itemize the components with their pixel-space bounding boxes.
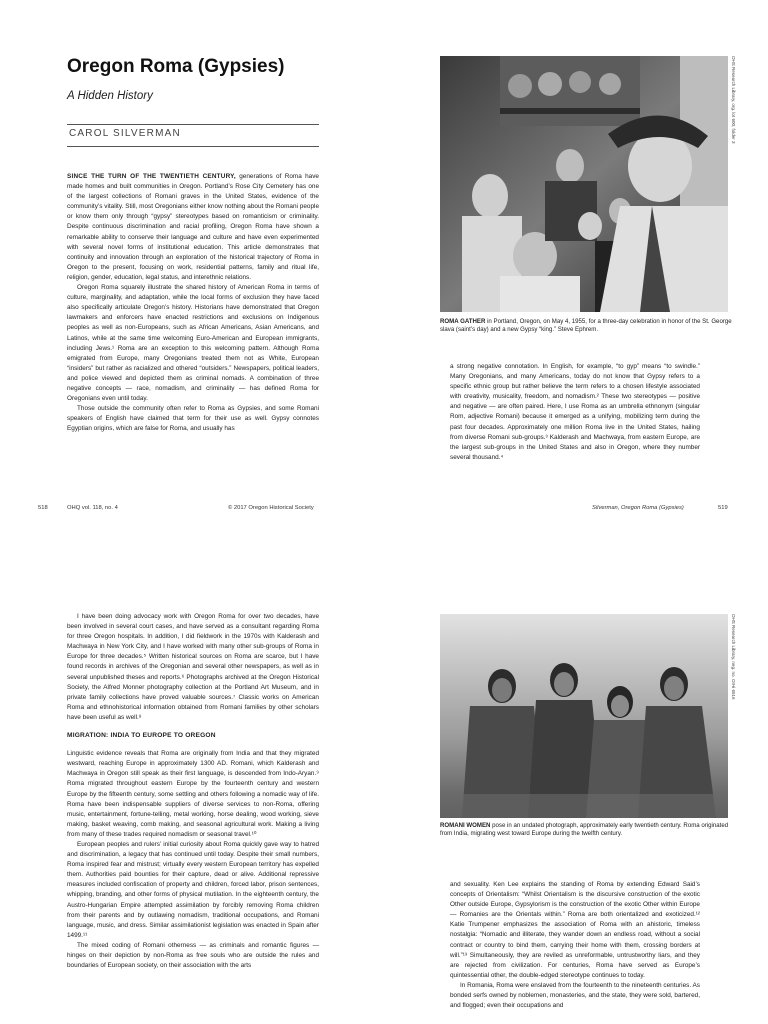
body-paragraph: Oregon Roma squarely illustrate the shared history of American Roma in terms of culture, marginality, and adaptation, while the local forms of exclusion they have faced also specifically articulate Oregon’s history. Historians have demonstrated that Oregon lawmakers and enforcers have enacted restrictions and exclusions on Indigenous peoples as well as non-Europeans, such as African Americans, Asian Americans, and Latinos, while at the same time welcoming Euro-American and European immigrants, including Jews.¹ Roma are an exception to this welcoming pattern. Although Roma emigrated from Europe, many Oregonians treated them not as White, European “insiders” but rather as racialized and othered “outsiders.” Newspapers, political leaders, and police viewed and depicted them as criminal nomads. A combination of three negative concepts — race, nomadism, and criminality — has defined Roma for Oregonians even until today.	[67, 284, 319, 403]
caption-body: pose in an undated photograph, approximately early twentieth century. Roma originated from India, migrating west toward Europe during the twelfth century.	[440, 822, 729, 838]
right-page-text-column	[450, 362, 700, 463]
photo-caption	[440, 318, 732, 335]
body-paragraph: Linguistic evidence reveals that Roma are originally from India and that they migrated westward, reaching Europe in approximately 1300 AD. Romani, which Kalderash and Machwaya in Oregon still speak as their first language, is descended from Indo-Aryan.⁹ Roma migrated throughout eastern Europe by the fourteenth century and western Europe by the fifteenth century, some settling and others following a nomadic way of life. Roma have been indispensable suppliers of diverse services to non-Roma, offering music, entertainment, fortune-telling, metal working, horse dealing, wood working, sieve making, basket weaving, comb making, and seasonal agricultural work. Making a living from many of these trades required nomadism or seasonal travel.¹⁰	[67, 750, 319, 838]
body-paragraph: The mixed coding of Romani otherness — as criminals and romantic figures — hinges on their depiction by non-Roma as free souls who are outside the rules and boundaries of European society, on their association with the arts	[67, 941, 319, 970]
body-paragraph: and sexuality. Ken Lee explains the standing of Roma by extending Edward Said’s concepts of Orientalism: “Whilst Orientalism is the discursive construction of the exotic Other outside Europe, Gypsylorism is the construction of the exotic Other within Europe — Romanies are the Orientals within.” Roma are both orientalized and exoticized.¹² Katie Trumpener emphasizes the association of Roma with an ahistoric, timeless nostalgia: “Nomadic and illiterate, they wander down an endless road, without a social contract or country to bind them, carrying their home with them, crossing borders at will.”¹³ Simultaneously, they are reviled as unreformable, untrustworthy liars, and they are rejected from civilization. For centuries, Roma have served as Europe’s quintessential other, the double-edged stereotype continues to today.	[450, 881, 700, 979]
journal-issue: OHQ vol. 118, no. 4	[67, 505, 118, 511]
photo-credit: OHS Research Library, neg. no. OrHi 6516	[731, 614, 736, 700]
photo-caption	[440, 822, 732, 839]
copyright-line: © 2017 Oregon Historical Society	[228, 505, 314, 511]
body-paragraph: European peoples and rulers’ initial curiosity about Roma quickly gave way to hatred and discrimination, a legacy that has continued until today. Despite their small numbers, Roma inspired fear and mistrust; virtually every western European territory has expelled them. Authorities paid bounties for their capture, dead or alive. Additional repressive measures included confiscation of property and children, forced labor, prison sentences, whipping, branding, and other forms of physical mutilation. In the eighteenth century, the Austro-Hungarian Empire attempted assimilation by forcibly removing Roma children from their parents and by outlawing nomadism, traditional occupations, and Romani language, music, and dress. Similar assimilationist legislation was enacted in Spain after 1499.¹¹	[67, 840, 319, 939]
body-paragraph: Those outside the community often refer to Roma as Gypsies, and some Romani speakers of English have claimed that term for their use as well. Gypsy connotes Egyptian origins, which are false for Roma, and usually has	[67, 405, 319, 433]
author-name: CAROL SILVERMAN	[69, 128, 181, 139]
photo-romani-women-image	[440, 614, 728, 818]
caption-heading: ROMANI WOMEN	[440, 822, 491, 829]
body-paragraph: In Romania, Roma were enslaved from the fourteenth to the nineteenth centuries. As bonded serfs owned by noblemen, monasteries, and the state, they were sold, bartered, and flogged; even their occupations and	[450, 981, 700, 1010]
caption-body: in Portland, Oregon, on May 4, 1955, for a three-day celebration in honor of the St. George slava (saint’s day) and a new Gypsy “king.” Steve Ephrem.	[440, 318, 732, 334]
section-heading: MIGRATION: INDIA TO EUROPE TO OREGON	[67, 732, 216, 740]
left-page-text-column	[67, 612, 319, 971]
article-title: Oregon Roma (Gypsies)	[67, 56, 285, 77]
photo-roma-gather-image	[440, 56, 728, 312]
title-rule-bottom	[67, 146, 319, 147]
spread-second-pages	[0, 600, 768, 1024]
lead-in: SINCE THE TURN OF THE TWENTIETH CENTURY,	[67, 173, 236, 180]
body-paragraph: a strong negative connotation. In English, for example, “to gyp” means “to swindle.” Many Oregonians, and many Americans, today do not know that Gypsy refers to a specific ethnic group but rather believe the term refers to a chosen lifestyle associated with creativity, musicality, freedom, and nomadism.² These two stereotypes — positive and negative — are often paired. Here, I use Roma as an umbrella ethnonym (singular Rom, adjective Romani) because it emerged as a unifying, mobilizing term during the past four decades. Approximately one million Roma live in the United States, hailing from diverse Romani sub-groups.³ Kalderash and Machwaya, from eastern Europe, are the largest sub-groups in the United States and also in Oregon, where they number several thousand.⁴	[450, 363, 700, 461]
intro-paragraph-body: generations of Roma have made homes and built communities in Oregon. Portland’s Rose City Cemetery has one of the largest collections of Romani graves in the United States, evidence of the community’s vitality. Still, most Oregonians either know nothing about the Romani people or know them only through “gypsy” stereotypes based on romanticism or criminality. Despite continuous discrimination and racial profiling, Oregon Roma have shown a remarkable ability to conserve their language and culture and have even experimented with several novel forms of institutional education. This article demonstrates that continuity and innovation through an exploration of the historical trajectory of Roma in Oregon to the present, focusing on work, residential patterns, family and ritual life, religion, gender, education, legal status, and interethnic relations.	[67, 173, 319, 281]
running-head-right: Silverman, Oregon Roma (Gypsies)	[592, 505, 684, 511]
right-page-text-column	[450, 880, 700, 1011]
folio-left: 518	[38, 505, 48, 511]
intro-paragraph	[67, 172, 319, 283]
left-page-text-column	[67, 172, 319, 434]
folio-right: 519	[718, 505, 728, 511]
photo-credit: OHS Research Library, org. lot 600, folder 3	[731, 56, 736, 144]
article-subtitle: A Hidden History	[67, 90, 153, 102]
title-rule-top	[67, 124, 319, 125]
caption-heading: ROMA GATHER	[440, 318, 486, 325]
photo-roma-gather	[440, 56, 728, 312]
body-paragraph: I have been doing advocacy work with Oregon Roma for over two decades, have been involved in several court cases, and have served as a consultant regarding Roma for three Oregon hospitals. In addition, I did fieldwork in the 1970s with Kalderash and Machwaya in New York City, and I have worked with many other sub-groups of Roma in Europe for three decades.⁵ Written historical sources on Roma are scarce, but I have found records in archives of the Oregonian and several other newspapers, as well as in several unpublished theses and reports.⁶ Photographs archived at the Oregon Historical Society, the Alfred Monner photography collection at the Portland Art Museum, and in private family collections have proved valuable sources.⁷ Classic works on American Roma and ethnohistorical information obtained from Romani families by other scholars have been useful as well.⁸	[67, 613, 319, 721]
photo-romani-women	[440, 614, 728, 818]
